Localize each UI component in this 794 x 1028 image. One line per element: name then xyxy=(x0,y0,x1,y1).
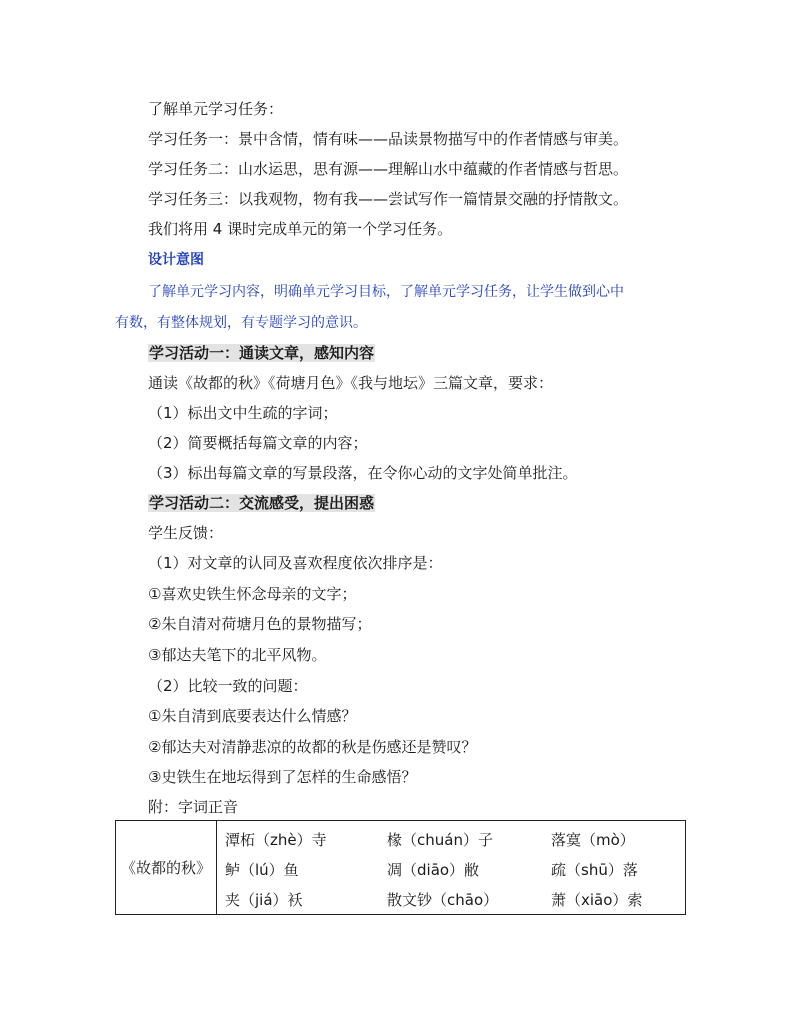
vocab-word: 落寞（mò） xyxy=(551,831,635,849)
question-item: ③史铁生在地坛得到了怎样的生命感悟？ xyxy=(148,768,417,786)
vocab-word: 疏（shū）落 xyxy=(551,861,638,879)
lesson-plan: 我们将用 4 课时完成单元的第一个学习任务。 xyxy=(148,220,453,238)
task-two: 学习任务二：山水运思，思有源——理解山水中蕴藏的作者情感与哲思。 xyxy=(148,160,629,178)
ranking-item: ③郁达夫笔下的北平风物。 xyxy=(148,646,327,664)
activity-two-title xyxy=(148,493,375,513)
vocab-word: 凋（diāo）敝 xyxy=(387,861,480,879)
pronunciation-table xyxy=(115,820,686,915)
activity-one-item: （1）标出文中生疏的字词； xyxy=(148,404,338,422)
activity-two-title-text: 学习活动二：交流感受，提出困惑 xyxy=(149,494,375,512)
activity-one-title xyxy=(148,343,375,363)
feedback-label: 学生反馈： xyxy=(148,524,224,542)
ranking-item: ②朱自清对荷塘月色的景物描写； xyxy=(148,615,372,633)
vocab-word: 鲈（lú）鱼 xyxy=(225,861,299,879)
task-three: 学习任务三：以我观物，物有我——尝试写作一篇情景交融的抒情散文。 xyxy=(148,190,629,208)
design-intent-title: 设计意图 xyxy=(148,252,204,268)
activity-one-item: （2）简要概括每篇文章的内容； xyxy=(148,434,368,452)
activity-one-instruction: 通读《故都的秋》《荷塘月色》《我与地坛》三篇文章，要求： xyxy=(148,374,554,392)
questions-heading: （2）比较一致的问题： xyxy=(148,677,308,695)
table-title-cell: 《故都的秋》 xyxy=(116,821,217,915)
design-intent-text-2: 有数，有整体规划，有专题学习的意识。 xyxy=(115,315,367,331)
vocab-word: 萧（xiāo）索 xyxy=(551,891,643,909)
vocab-word: 夹（jiá）袄 xyxy=(225,891,303,909)
activity-one-title-text: 学习活动一：通读文章，感知内容 xyxy=(149,344,375,362)
question-item: ①朱自清到底要表达什么情感？ xyxy=(148,707,357,725)
design-intent-text-1: 了解单元学习内容，明确单元学习目标，了解单元学习任务，让学生做到心中 xyxy=(148,284,624,300)
appendix-label: 附：字词正音 xyxy=(148,798,239,816)
ranking-item: ①喜欢史铁生怀念母亲的文字； xyxy=(148,585,357,603)
question-item: ②郁达夫对清静悲凉的故都的秋是伤感还是赞叹？ xyxy=(148,738,477,756)
table-words-cell xyxy=(217,821,686,915)
task-one: 学习任务一：景中含情，情有味——品读景物描写中的作者情感与审美。 xyxy=(148,130,629,148)
vocab-word: 潭柘（zhè）寺 xyxy=(225,831,327,849)
activity-one-item: （3）标出每篇文章的写景段落，在令你心动的文字处简单批注。 xyxy=(148,464,578,482)
task-heading: 了解单元学习任务： xyxy=(148,100,284,118)
vocab-word: 散文钞（chāo） xyxy=(387,891,499,909)
vocab-word: 椽（chuán）子 xyxy=(387,831,493,849)
ranking-heading: （1）对文章的认同及喜欢程度依次排序是： xyxy=(148,554,443,572)
